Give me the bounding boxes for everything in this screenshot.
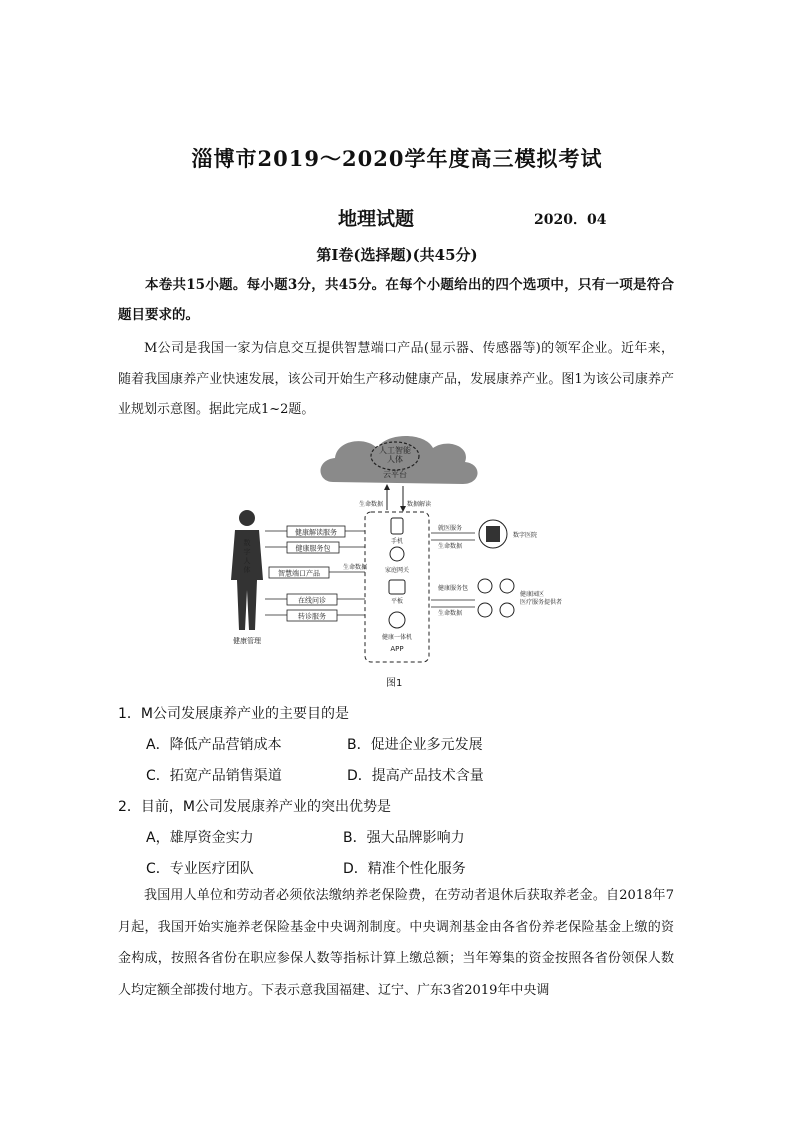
device-icons [382, 518, 412, 653]
person-label-4: 体 [243, 566, 251, 574]
exam-subtitle: 地理试题 [338, 208, 415, 230]
device-phone: 手机 [390, 538, 404, 545]
box-health-package: 健康服务包 [295, 544, 331, 553]
right-bottom-arrows [431, 600, 475, 607]
person-silhouette [231, 510, 263, 645]
person-label-2: 字 [243, 548, 251, 556]
right-top-arrows [431, 533, 475, 540]
instructions-text: 本卷共15小题。每小题3分，共45分。在每个小题给出的四个选项中，只有一项是符合题目要求的。 [118, 277, 674, 323]
q1-option-a: A．降低产品营销成本 [146, 737, 282, 753]
box-referral: 转诊服务 [298, 612, 326, 621]
arrow-down-label: 数据解读 [407, 501, 432, 508]
life-data-left: 生命数据 [343, 564, 368, 571]
figure-caption: 图1 [386, 678, 403, 689]
instructions [118, 270, 674, 330]
cloud-center-line1: 人工智能 [379, 446, 411, 455]
left-service-boxes [269, 526, 345, 621]
q2-option-a: A，雄厚资金实力 [146, 830, 254, 846]
provider-label-1: 健康园区 [520, 591, 545, 598]
question-2-stem: 2．目前，M公司发展康养产业的突出优势是 [118, 799, 391, 815]
app-label: APP [390, 645, 404, 653]
person-label-1: 数 [243, 539, 251, 547]
section-heading: 第Ⅰ卷(选择题)(共45分) [316, 246, 478, 264]
device-kiosk: 健康一体机 [381, 634, 413, 641]
q1-option-d: D．提高产品技术含量 [347, 768, 484, 784]
exam-date: 2020．04 [534, 212, 607, 228]
right-top-label-1: 就医服务 [438, 525, 463, 532]
right-bottom-label-2: 生命数据 [438, 610, 463, 617]
box-online-consult: 在线问诊 [298, 596, 326, 605]
exam-title: 淄博市2019～2020学年度高三模拟考试 [191, 146, 603, 171]
figure-1-diagram [225, 430, 585, 670]
arrow-up-label: 生命数据 [358, 501, 383, 508]
device-tablet: 平板 [390, 598, 404, 605]
box-smart-port: 智慧端口产品 [278, 569, 320, 578]
q2-option-d: D．精准个性化服务 [343, 861, 466, 877]
hospital-label: 数字医院 [513, 532, 538, 539]
right-top-label-2: 生命数据 [438, 543, 463, 550]
passage-2: 我国用人单位和劳动者必须依法缴纳养老保险费，在劳动者退休后获取养老金。自2018年7月起，我国开始实施养老保险基金中央调剂制度。中央调剂基金由各省份养老保险基金上缴的资金构成，按照各省份在职应参保人数等指标计算上缴总额；当年筹集的资金按照各省份领保人数人均定额全部拨付地方。下表示意我国福建、辽宁、广东3省2019年中央调 [118, 888, 674, 998]
question-1-stem: 1．M公司发展康养产业的主要目的是 [118, 706, 349, 722]
passage-1: M公司是我国一家为信息交互提供智慧端口产品(显示器、传感器等)的领军企业。近年来，随着我国康养产业快速发展，该公司开始生产移动健康产品，发展康养产业。图1为该公司康养产业规划示意图。据此完成1~2题。 [118, 341, 674, 417]
q1-option-b: B．促进企业多元发展 [347, 737, 483, 753]
cloud-center-line2: 人体 [387, 455, 403, 464]
q2-option-c: C．专业医疗团队 [146, 861, 254, 877]
q2-option-b: B．强大品牌影响力 [343, 830, 465, 846]
q1-option-c: C．拓宽产品销售渠道 [146, 768, 282, 784]
person-label-3: 人 [243, 557, 251, 565]
provider-label-2: 医疗服务提供者 [520, 599, 563, 606]
right-bottom-label-1: 健康服务包 [438, 585, 469, 592]
box-health-interpret: 健康解读服务 [295, 528, 337, 537]
device-gateway: 家庭网关 [384, 567, 410, 574]
person-caption: 健康管理 [233, 637, 261, 645]
cloud-label: 云平台 [383, 470, 407, 479]
provider-icons [478, 579, 514, 617]
cloud-platform [321, 436, 478, 484]
